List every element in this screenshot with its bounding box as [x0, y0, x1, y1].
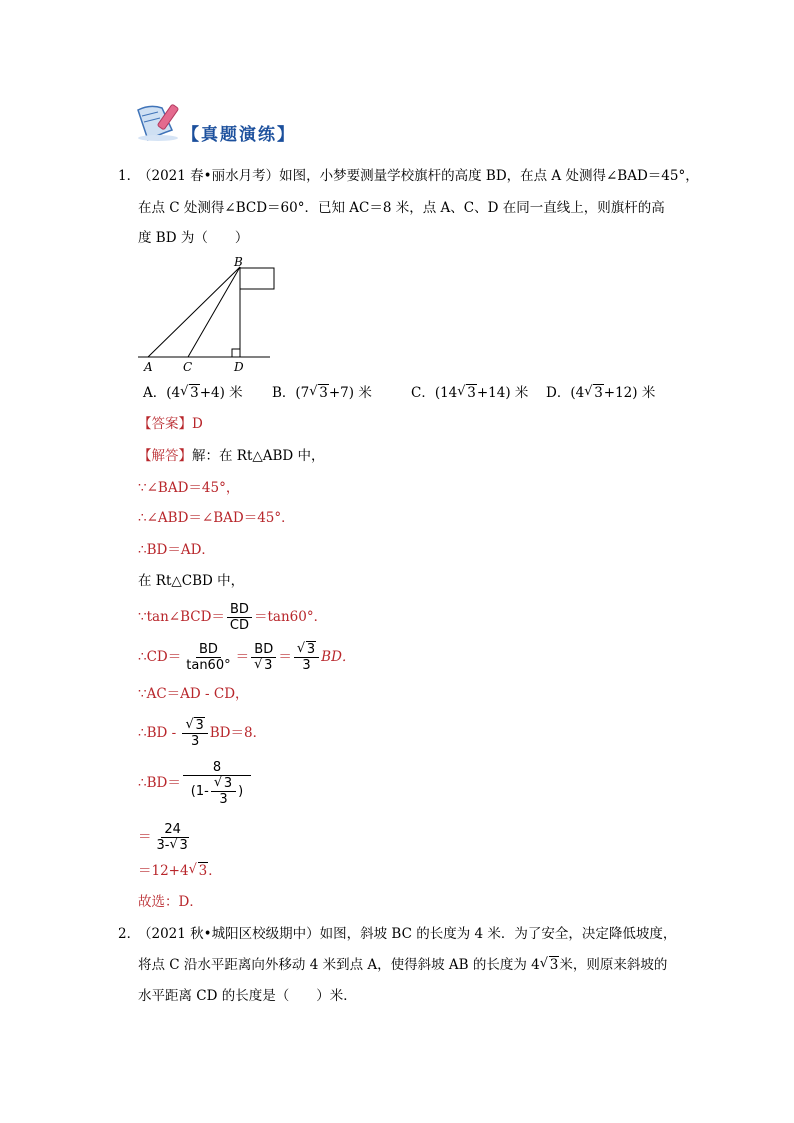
solution-line3: ∴∠ABD＝∠BAD＝45°． [138, 510, 295, 526]
solution-line2: ∵∠BAD＝45°， [138, 480, 240, 496]
solution-line12: ＝12+4√ 3． [138, 861, 222, 881]
line-cb [188, 267, 240, 357]
q1-number: 1． [118, 168, 141, 184]
solution-line8: ∵AC＝AD - CD， [138, 686, 249, 702]
q2-number: 2． [118, 926, 141, 942]
solution-line11: ＝ $\frac{24}{3-√ 3}$ [138, 822, 194, 853]
solution-line4: ∴BD＝AD． [138, 542, 215, 558]
solution-line9: ∴BD - √ $\frac{3}{3}$ BD＝8． [138, 718, 266, 749]
right-angle-mark [232, 349, 240, 357]
label-d: D [234, 360, 244, 374]
option-c[interactable]: C．(14√ 3+14) 米 [411, 383, 528, 403]
q2-stem-line1: （2021 秋•城阳区校级期中）如图，斜坡 BC 的长度为 4 米．为了安全，决定降低坡度， [138, 926, 677, 942]
solution-line7: ∴CD＝ $\frac{BD}{\tan 60^\circ}$ ＝ BD √ 3 ＝ √ $\frac{3}{3}$ BD． [138, 642, 355, 673]
solution-label: 【解答】 [138, 448, 192, 464]
q2-stem-line2: 将点 C 沿水平距离向外移动 4 米到点 A，使得斜坡 AB 的长度为 4√ 3米，则原来斜坡的 [138, 955, 667, 975]
line-ab [148, 267, 240, 357]
solution-line6: ∵tan∠BCD＝ $\frac{BD}{CD}$ ＝tan60°． [138, 602, 328, 633]
answer-value: D [192, 416, 203, 432]
section-title: 【真题演练】 [182, 125, 296, 145]
q2-stem-line3: 水平距离 CD 的长度是（ ）米． [138, 988, 357, 1004]
answer-label: 【答案】 [138, 416, 192, 432]
label-a: A [144, 360, 153, 374]
option-b[interactable]: B．(7√ 3+7) 米 [272, 383, 372, 403]
solution-line1: 【解答】解：在 Rt△ABD 中， [138, 448, 325, 464]
flag [240, 268, 274, 289]
solution-line5: 在 Rt△CBD 中， [138, 573, 245, 589]
option-a[interactable]: A．(4√ 3+4) 米 [143, 383, 243, 403]
option-d[interactable]: D．(4√ 3+12) 米 [546, 383, 655, 403]
section-header [132, 100, 332, 146]
answer-line [138, 414, 203, 434]
label-c: C [183, 360, 193, 374]
q1-stem-line1: （2021 春•丽水月考）如图，小梦要测量学校旗杆的高度 BD，在点 A 处测得∠BAD＝45°， [138, 168, 699, 184]
q1-stem-line2: 在点 C 处测得∠BCD＝60°．已知 AC＝8 米，点 A、C、D 在同一直线上，则旗杆的高 [138, 200, 665, 216]
solution-line10: ∴BD＝ 8 (1- √ $\frac{3}{3}$ ) [138, 760, 253, 807]
q1-stem-line3: 度 BD 为（ ） [138, 230, 249, 246]
label-b: B [234, 255, 243, 269]
flagpole-figure [136, 255, 276, 375]
solution-line13: 故选：D． [138, 894, 203, 910]
